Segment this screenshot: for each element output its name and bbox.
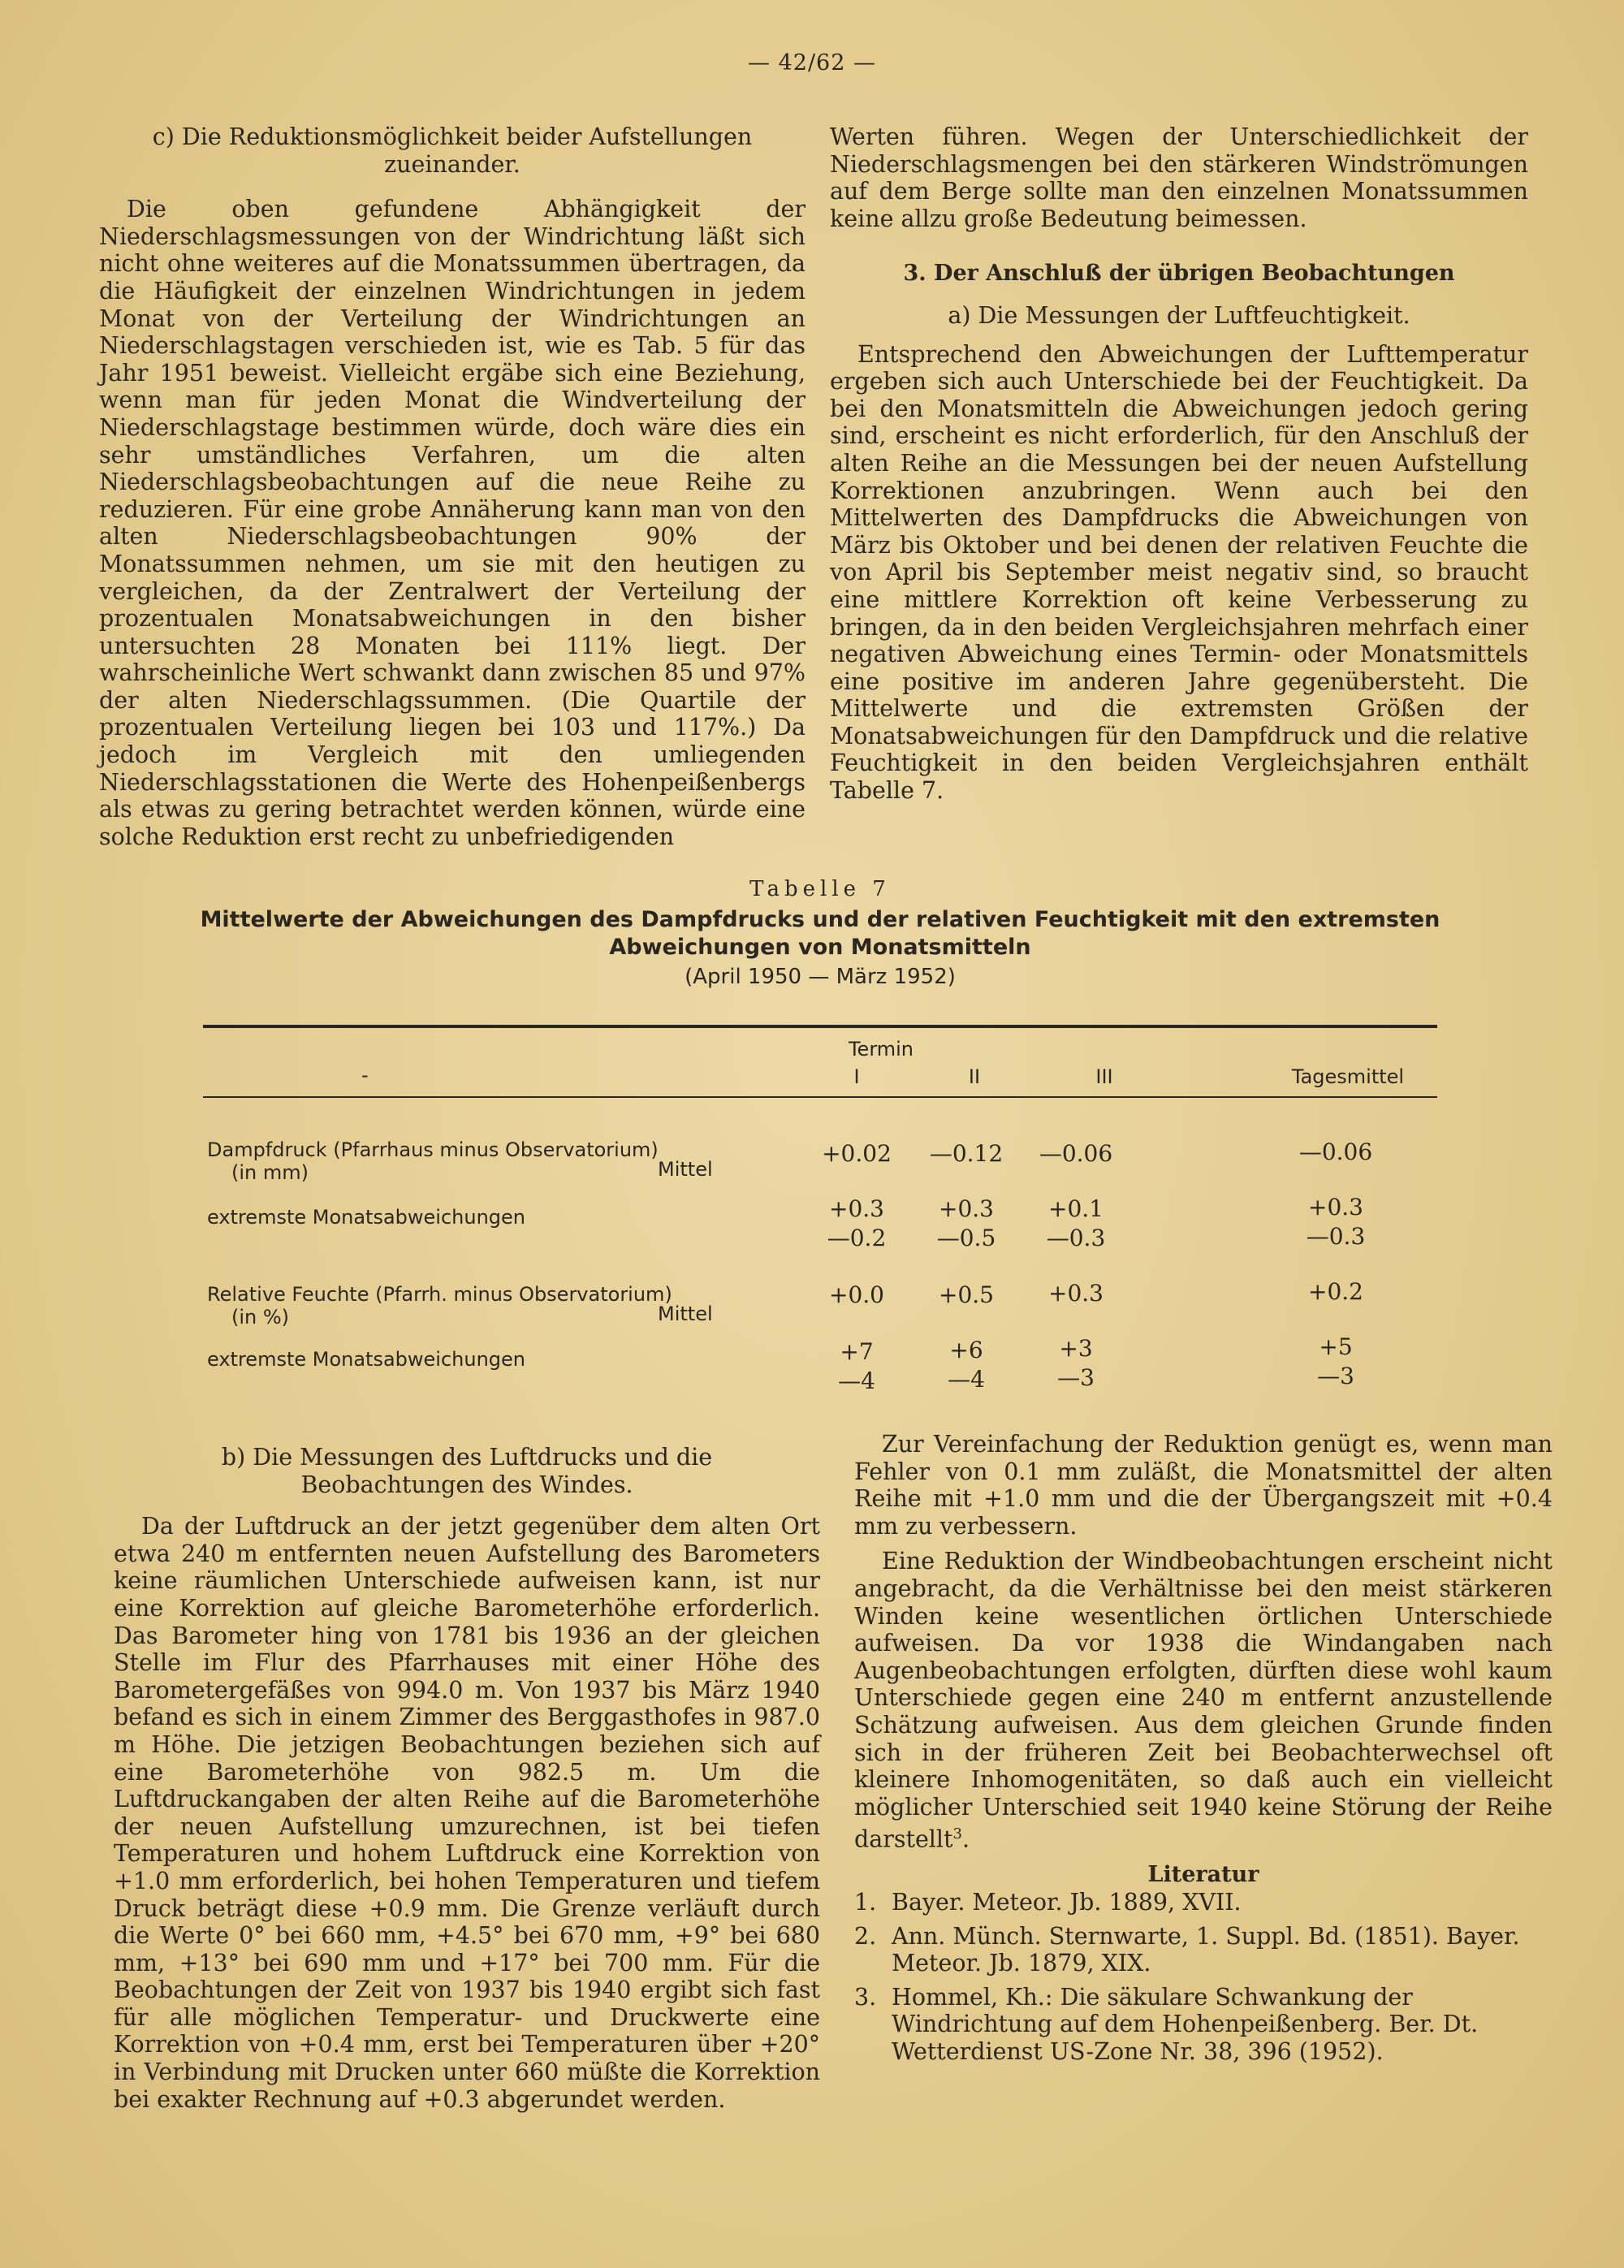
dampf-ext-max-2: +0.3 bbox=[939, 1195, 994, 1222]
feuchte-ext-min-1: —4 bbox=[838, 1367, 875, 1394]
feuchte-ext-min-3: —3 bbox=[1057, 1364, 1095, 1391]
feuchte-ext-min-tag: —3 bbox=[1317, 1363, 1354, 1389]
dampf-ext-max-3: +0.1 bbox=[1048, 1195, 1104, 1222]
dampf-ext-min-1: —0.2 bbox=[827, 1225, 887, 1251]
literature-list bbox=[854, 1889, 1553, 2066]
table-label: Tabelle 7 bbox=[749, 877, 891, 901]
page-number: — 42/62 — bbox=[748, 50, 876, 76]
row-dampf-extrem-label: extremste Monatsabweichungen bbox=[207, 1206, 526, 1229]
footnote-mark: 3 bbox=[952, 1825, 962, 1843]
row-feuchte-extrem-label: extremste Monatsabweichungen bbox=[207, 1348, 526, 1371]
feuchte-ext-max-1: +7 bbox=[840, 1338, 874, 1365]
dampf-mittel-3: —0.06 bbox=[1039, 1140, 1113, 1167]
row-dampf-unit: (in mm) bbox=[231, 1161, 309, 1184]
section-c-paragraph: Die oben gefundene Abhängigkeit der Niederschlagsmessungen von der Windrichtung läßt sich nicht ohne weiteres auf die Monatssummen übertragen, da die Häufigkeit der einzelnen Windrichtungen in jedem Monat von der Verteilung der Windrichtungen an Niederschlagstagen verschieden ist, wie es Tab. 5 für das Jahr 1951 beweist. Vielleicht ergäbe sich eine Beziehung, wenn man für jeden Monat die Windverteilung der Niederschlagstage bestimmen würde, doch wäre dies ein sehr umständliches Verfahren, um die alten Niederschlagsbeobachtungen auf die neue Reihe zu reduzieren. Für eine grobe Annäherung kann man von den alten Niederschlagsbeobachtungen 90% der Monatssummen nehmen, um sie mit den heutigen zu vergleichen, da der Zentralwert der Verteilung der prozentualen Monatsabweichungen in den bisher untersuchten 28 Monaten bei 111% liegt. Der wahrscheinliche Wert schwankt dann zwischen 85 und 97% der alten Niederschlagssummen. (Die Quartile der prozentualen Verteilung liegen bei 103 und 117%.) Da jedoch im Vergleich mit den umliegenden Niederschlagsstationen die Werte des Hohenpeißenbergs als etwas zu gering betrachtet werden können, würde eine solche Reduktion erst recht zu unbefriedigenden bbox=[99, 196, 806, 850]
header-dash: - bbox=[361, 1064, 369, 1086]
literature-number: 3. bbox=[854, 1983, 877, 2011]
dampf-ext-min-2: —0.5 bbox=[936, 1225, 996, 1251]
section-a-paragraph: Entsprechend den Abweichungen der Lufttemperatur ergeben sich auch Unterschiede bei der Feuchtigkeit. Da bei den Monatsmitteln die Abweichungen jedoch gering sind, erscheint es nicht erforderlich, für den Anschluß der alten Reihe an die Messungen bei der neuen Aufstellung Korrektionen anzubringen. Wenn auch bei den Mittelwerten des Dampfdrucks die Abweichungen von März bis Oktober und bei denen der relativen Feuchte die von April bis September meist negativ sind, so braucht eine mittlere Korrektion oft keine Verbesserung zu bringen, da in den beiden Vergleichsjahren mehrfach einer negativen Abweichung eines Termin- oder Monatsmittels eine positive im anderen Jahre gegenübersteht. Die Mittelwerte und die extremsten Größen der Monatsabweichungen für den Dampfdruck und die relative Feuchtigkeit in den beiden Vergleichsjahren enthält Tabelle 7. bbox=[830, 340, 1528, 805]
wind-paragraph bbox=[854, 1548, 1553, 1853]
literature-number: 1. bbox=[854, 1889, 877, 1916]
feuchte-mittel-2: +0.5 bbox=[939, 1281, 994, 1308]
feuchte-ext-max-2: +6 bbox=[949, 1337, 983, 1363]
wind-paragraph-text: Eine Reduktion der Windbeobachtungen erscheint nicht angebracht, da die Verhältnisse bei den meist stärkeren Winden keine wesentlichen örtlichen Unterschiede aufweisen. Da vor 1938 die Windangaben nach Augenbeobachtungen erfolgten, dürften diese wohl kaum Unterschiede gegen eine 240 m entfernt anzustellende Schätzung aufweisen. Aus dem gleichen Grunde finden sich in der früheren Zeit bei Beobachterwechsel oft kleinere Inhomogenitäten, so daß auch ein vielleicht möglicher Unterschied seit 1940 keine Störung der Reihe darstellt bbox=[854, 1548, 1553, 1853]
section-b-paragraph: Da der Luftdruck an der jetzt gegenüber dem alten Ort etwa 240 m entfernten neuen Aufstellung des Barometers keine räumlichen Unterschiede aufweisen kann, ist nur eine Korrektion auf gleiche Barometerhöhe erforderlich. Das Barometer hing von 1781 bis 1936 an der gleichen Stelle im Flur des Pfarrhauses mit einer Höhe des Barometergefäßes von 994.0 m. Von 1937 bis März 1940 befand es sich in einem Zimmer des Berggasthofes in 987.0 m Höhe. Die jetzigen Beobachtungen beziehen sich auf eine Barometerhöhe von 982.5 m. Um die Luftdruckangaben der alten Reihe auf die Barometerhöhe der neuen Aufstellung umzurechnen, ist bei tiefen Temperaturen und hohem Luftdruck eine Korrektion von +1.0 mm erforderlich, bei hohen Temperaturen und tiefem Druck beträgt diese +0.9 mm. Die Grenze verläuft durch die Werte 0° bei 660 mm, +4.5° bei 670 mm, +9° bei 680 mm, +13° bei 690 mm und +17° bei 700 mm. Für die Beobachtungen der Zeit von 1937 bis 1940 ergibt sich fast für alle möglichen Temperatur- und Druckwerte eine Korrektion von +0.4 mm, erst bei Temperaturen über +20° in Verbindung mit Drucken unter 660 müßte die Korrektion bei exakter Rechnung auf +0.3 abgerundet werden. bbox=[114, 1513, 820, 2113]
reduction-paragraph: Zur Vereinfachung der Reduktion genügt es, wenn man Fehler von 0.1 mm zuläßt, die Monatsmittel der alten Reihe mit +1.0 mm und die der Übergangszeit mit +0.4 mm zu verbessern. bbox=[854, 1431, 1553, 1540]
row-dampf-label: Dampfdruck (Pfarrhaus minus Observatorium) bbox=[207, 1138, 659, 1161]
row-feuchte-label: Relative Feuchte (Pfarrh. minus Observatorium) bbox=[207, 1283, 672, 1306]
table-title-line2: Abweichungen von Monatsmitteln bbox=[609, 935, 1031, 960]
section-3-heading: 3. Der Anschluß der übrigen Beobachtungen bbox=[903, 261, 1455, 287]
dampf-mittel-1: +0.02 bbox=[822, 1140, 892, 1167]
header-termin: Termin bbox=[848, 1038, 914, 1061]
dampf-mittel-2: —0.12 bbox=[929, 1140, 1004, 1167]
table-top-rule bbox=[203, 1025, 1437, 1028]
header-col-tagesmittel: Tagesmittel bbox=[1291, 1065, 1405, 1088]
literature-text: Bayer. Meteor. Jb. 1889, XVII. bbox=[892, 1889, 1242, 1916]
table-period: (April 1950 — März 1952) bbox=[685, 965, 956, 989]
row-dampf-mittel-label: Mittel bbox=[658, 1158, 713, 1181]
section-c-continuation: Werten führen. Wegen der Unterschiedlichkeit der Niederschlagsmengen bei den stärkeren Windströmungen auf dem Berge sollte man den einzelnen Monatssummen keine allzu große Bedeutung beimessen. bbox=[830, 123, 1528, 232]
bottom-right-column bbox=[854, 1431, 1553, 2072]
feuchte-ext-min-2: —4 bbox=[948, 1366, 985, 1393]
feuchte-mittel-tag: +0.2 bbox=[1308, 1278, 1363, 1305]
feuchte-ext-max-tag: +5 bbox=[1319, 1333, 1353, 1360]
table-title-line1: Mittelwerte der Abweichungen des Dampfdrucks und der relativen Feuchtigkeit mit den extremsten bbox=[200, 907, 1440, 932]
header-col-3: III bbox=[1095, 1065, 1113, 1088]
literature-number: 2. bbox=[854, 1922, 877, 1950]
header-col-1: I bbox=[853, 1065, 860, 1088]
literature-item bbox=[854, 1923, 1553, 1977]
wind-paragraph-end: . bbox=[961, 1825, 970, 1853]
table-7 bbox=[195, 877, 1445, 1394]
bottom-left-column bbox=[114, 1444, 820, 2113]
literature-text: Ann. Münch. Sternwarte, 1. Suppl. Bd. (1851). Bayer. Meteor. Jb. 1879, XIX. bbox=[892, 1922, 1520, 1977]
dampf-ext-min-tag: —0.3 bbox=[1306, 1223, 1366, 1250]
table-header-rule bbox=[203, 1096, 1437, 1098]
section-b-heading: b) Die Messungen des Luftdrucks und die Beobachtungen des Windes. bbox=[221, 1444, 713, 1498]
feuchte-mittel-3: +0.3 bbox=[1048, 1280, 1104, 1307]
literature-title: Literatur bbox=[1147, 1862, 1259, 1888]
feuchte-ext-max-3: +3 bbox=[1059, 1335, 1093, 1362]
row-feuchte-unit: (in %) bbox=[231, 1306, 290, 1328]
literature-item bbox=[854, 1889, 1553, 1916]
top-right-column bbox=[830, 123, 1528, 805]
dampf-ext-max-tag: +0.3 bbox=[1308, 1194, 1363, 1220]
dampf-ext-max-1: +0.3 bbox=[829, 1195, 884, 1222]
header-col-2: II bbox=[968, 1065, 981, 1088]
dampf-mittel-tag: —0.06 bbox=[1298, 1138, 1373, 1165]
dampf-ext-min-3: —0.3 bbox=[1046, 1225, 1106, 1251]
section-c-heading: c) Die Reduktionsmöglichkeit beider Aufstellungen zueinander. bbox=[152, 123, 753, 178]
literature-text: Hommel, Kh.: Die säkulare Schwankung der Windrichtung auf dem Hohenpeißenberg. Ber. Dt. Wetterdienst US-Zone Nr. 38, 396 (1952). bbox=[892, 1983, 1479, 2065]
feuchte-mittel-1: +0.0 bbox=[829, 1281, 884, 1308]
row-feuchte-mittel-label: Mittel bbox=[658, 1302, 713, 1325]
section-a-heading: a) Die Messungen der Luftfeuchtigkeit. bbox=[948, 301, 1410, 329]
literature-item bbox=[854, 1984, 1553, 2066]
top-left-column bbox=[99, 123, 806, 850]
